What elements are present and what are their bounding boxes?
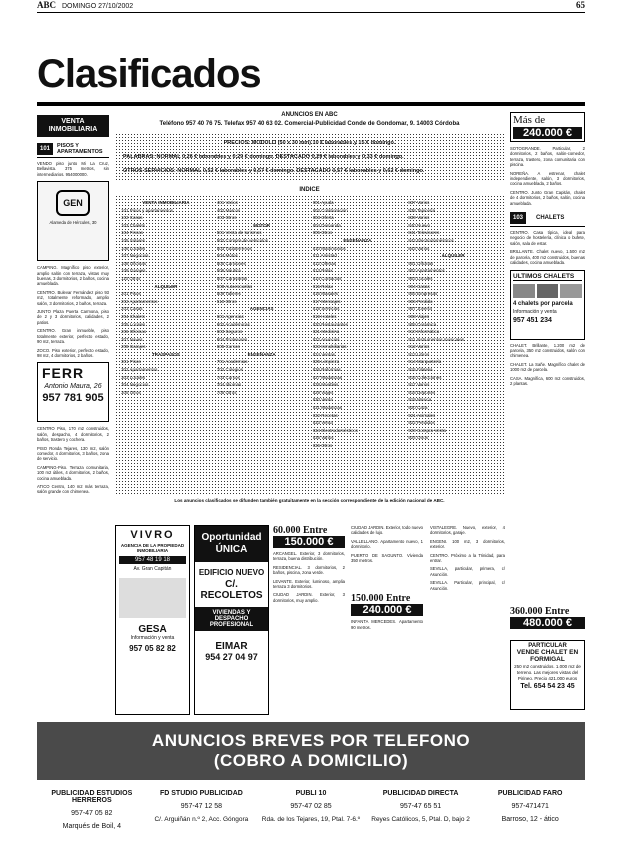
agency-logo: GEN: [56, 190, 90, 216]
index-entry: ALQUILER: [154, 283, 178, 289]
index-entry: 506 Náutica: [216, 268, 241, 274]
index-entry: 833 Venta: [312, 420, 333, 426]
agency-address: Barroso, 12 - ático: [501, 816, 559, 823]
agency-address: Antonio Maura, 26: [44, 383, 102, 391]
index-entry: 702 Colegios: [216, 367, 244, 373]
index-entry: 822 Anuncios: [312, 336, 340, 342]
chalets-ad-cta: Información y venta: [513, 308, 557, 315]
index-entry: 835 Varios: [312, 435, 334, 441]
index-entry: 922 Perdidos: [408, 420, 435, 426]
index-entry: ENSEÑANZA: [247, 351, 276, 357]
index-entry: 838 Tapicería: [408, 207, 436, 213]
agency-item: [475, 790, 585, 830]
index-entry: 403 Otros: [216, 215, 237, 221]
particular-ad: [510, 640, 585, 710]
classified-ad: ARCANGEL. Exterior, 3 dormitorios, terraza, buena distribución.: [273, 551, 345, 562]
index-entry: 832 Recetas: [312, 412, 338, 418]
classified-ad: SEVILLA, particular, primera, c/ Asunción.: [430, 566, 505, 577]
index-entry: 109 Garajes: [121, 268, 146, 274]
chalets-ad-title: ULTIMOS CHALETS: [513, 273, 582, 281]
chalet-photo: [560, 284, 582, 298]
index-grid: [115, 195, 504, 495]
index-entry: 302 Apartamentos: [121, 367, 158, 373]
index-entry: 304 Negocios: [121, 382, 149, 388]
classified-ad: ATICO Centro, 140 m2 más terraza, salón grande con chimenea.: [37, 483, 109, 495]
index-entry: 901 Oficinas: [408, 260, 434, 266]
header-date: DOMINGO 27/10/2002: [61, 3, 134, 10]
classified-ad: CIUDAD JARDIN. Exterior, todo nuevo calidades de lujo.: [351, 525, 423, 536]
classified-ad: ENGENI. 100 m2, 3 dormitorios, exterior.: [430, 538, 505, 550]
index-entry: 906 Perdido: [408, 298, 433, 304]
agency-phone: 957 781 905: [42, 392, 104, 405]
left-column: [37, 115, 109, 495]
subsection-header: [510, 212, 585, 227]
index-entry: 834 Electrodomésticos: [312, 427, 359, 433]
phone-ads-banner: [37, 722, 585, 780]
index-entry: 923 Compra-Venta: [408, 427, 447, 433]
index-entry: 108 Oficinas: [121, 260, 147, 266]
index-entry: 913 Libros: [408, 351, 430, 357]
index-entry: 924 Otros: [408, 435, 429, 441]
agency-phone: 957-47 12 58: [180, 803, 223, 810]
vivro-ad: [115, 525, 190, 715]
price-box-label: 150.000 Entre: [351, 593, 411, 605]
index-entry: 303 Locales: [121, 374, 146, 380]
banner-line-1: ANUNCIOS BREVES POR TELEFONO: [151, 731, 471, 750]
edificio-label: EDIFICIO NUEVO: [198, 568, 265, 577]
index-entry: 911 Instrumentos musicales: [408, 336, 464, 342]
index-entry: 510 Otros: [216, 298, 237, 304]
index-entry: 820 Restaurantes: [312, 321, 349, 327]
classified-ad: CENTRO. Gran inmueble, piso totalmente exterior, perfecto estado, 90 m2, terraza.: [37, 328, 109, 345]
eimar-phone: 954 27 04 97: [205, 652, 258, 662]
index-entry: 827 Mudanzas: [312, 374, 343, 380]
index-entry: 840 Nuevo: [408, 222, 431, 228]
index-entry: 831 Mudanzas: [312, 405, 343, 411]
chalets-ad-subtitle: 4 chalets por parcela: [513, 300, 573, 307]
index-entry: AGENCIAS: [249, 306, 274, 312]
index-entry: 829 Viajes: [312, 389, 334, 395]
price-box-label: 60.000 Entre: [273, 525, 328, 536]
classified-ad: CENTRO. Casa típica, ideal para negocio de hostelería, clínica o bufete, salón, sala de estar.: [510, 230, 585, 246]
agency-item: [147, 790, 257, 830]
price-box-label: Más de: [513, 114, 546, 126]
index-title: INDICE: [299, 187, 320, 193]
agency-name: PUBLICIDAD DIRECTA: [382, 790, 459, 797]
agency-address: Alameda de Hércules, 30: [49, 220, 97, 226]
index-entry: 701 Academias: [216, 359, 248, 365]
gesa-logo: GESA: [138, 624, 167, 635]
classified-ad: PISO Ronda Tejares, 130 m2, salón comedor, 4 dormitorios, 3 baños, zona de servicio.: [37, 445, 109, 462]
agency-address: C/. Arguiñán n.º 2, Acc. Góngora: [154, 816, 249, 823]
index-entry: 843 Varios: [408, 245, 430, 251]
classified-ad: VALLELLANO. Apartamento nuevo, 1 dormitorio.: [351, 538, 423, 550]
chalets-ad-box: [510, 270, 585, 340]
index-entry: 902 Apartamentos: [408, 268, 445, 274]
agencies-footer: [37, 790, 585, 830]
classified-ad: CENTRO. Bulevar Fernández piso 93 m2, totalmente reformado, amplio salón, 3 dormitorios, 2 baños, terraza.: [37, 289, 109, 306]
page-number: 65: [576, 0, 585, 10]
index-entry: 401 Varios: [216, 200, 238, 205]
index-column-4: [408, 199, 498, 491]
index-entry: 205 Locales: [121, 321, 146, 327]
classified-ad: CIUDAD JARDIN. Exterior, 3 dormitorios, muy amplio.: [273, 592, 345, 603]
index-entry: 836 Otros: [312, 443, 333, 448]
index-entry: 101 Pisos y apartamentos: [121, 207, 174, 213]
index-entry: 502 Compra de vehículos: [216, 237, 269, 243]
index-entry: 107 Negocios: [121, 253, 149, 259]
agency-name: PUBLICIDAD ESTUDIOS HERREROS: [51, 790, 133, 804]
price-otros: OTROS SERVICIOS: NORMAL 0,52 € laborables y 0,57 € domingo. DESTACADO 0,57 € laborables y 0,62 € domingo.: [123, 168, 425, 174]
index-entry: 818 Servicios: [312, 306, 340, 312]
index-entry: 810 Matrimonios: [312, 245, 346, 251]
mid-col-c: [430, 525, 505, 591]
index-entry: 301 Pisos: [121, 359, 141, 365]
index-entry: 402 Marcos: [216, 207, 241, 213]
index-entry: 909 Cerámica: [408, 321, 437, 327]
page-header: [37, 0, 585, 13]
title-rule: [37, 102, 585, 106]
right-column: [510, 112, 585, 386]
index-entry: VENTA INMOBILIARIA: [142, 200, 190, 205]
agency-name: FERR: [42, 365, 85, 382]
index-entry: 915 Filatelia: [408, 367, 433, 373]
classified-ad: RESIDENCIAL. 3 dormitorios, 2 baños, piscina, zona verde.: [273, 564, 345, 576]
index-entry: 814 Contactos: [312, 275, 342, 281]
chalets-ad-phone: 957 451 234: [513, 316, 552, 324]
index-entry: 830 Venta: [312, 397, 333, 403]
index-entry: 817 Mensajes: [312, 298, 341, 304]
index-entry: 206 Oficinas: [121, 329, 147, 335]
mid-col-a: [273, 525, 345, 603]
agency-name: PUBLICIDAD FARO: [497, 790, 563, 797]
classified-ad: CHALET. La Sañe. Magnífico chalet de 1000 m2 de parcela.: [510, 361, 585, 373]
index-entry: 106 Locales: [121, 245, 146, 251]
eimar-logo: EIMAR: [215, 641, 248, 652]
classified-ad: CAMPING-Piso. Terraza comunitaria, 100 m2 útiles, 4 dormitorios, 2 baños, cocina amueblada.: [37, 464, 109, 481]
index-entry: 805 Otros: [312, 230, 333, 236]
agency-name: FD STUDIO PUBLICIDAD: [159, 790, 243, 797]
index-entry: 841 Televisores: [408, 230, 440, 236]
index-entry: TRASPASOS: [152, 351, 180, 357]
chalets-ad-images: [513, 284, 582, 298]
vivro-address: Av. Gran Capitán: [133, 566, 172, 572]
classified-ad: BRILLANTE. Chalet nuevo, 1.500 m2 de parcela, 400 m2 construidos, buenas calidades, cocina amueblada.: [510, 249, 585, 266]
index-entry: 812 Ofertas: [312, 260, 337, 266]
index-entry: 904 Casas: [408, 283, 430, 289]
price-box: [510, 112, 585, 142]
agency-phone: 957-471471: [511, 803, 549, 810]
index-entry: 917 Varios: [408, 382, 430, 388]
agency-name: PUBLI 10: [295, 790, 327, 797]
index-entry: 803 Oferta: [312, 215, 334, 221]
index-column-1: [121, 199, 211, 491]
index-entry: 914 Marquetería: [408, 359, 442, 365]
index-entry: 203 Casas: [121, 306, 143, 312]
mid-col-b: [351, 525, 423, 630]
particular-text: 250 m2 construidos. 1.000 m2 de terreno. Las mejores vistas del Pirineo. Precio 421.000 euros: [514, 664, 581, 681]
agency-address: Marqués de Boil, 4: [62, 823, 121, 830]
anuncios-box: [115, 112, 504, 518]
index-entry: 801 Ayuda: [312, 200, 334, 205]
index-entry: 905 Empresas: [408, 291, 438, 297]
index-entry: 705 Otros: [216, 389, 237, 395]
index-entry: 102 Casas: [121, 215, 143, 221]
gesa-phone: 957 05 82 82: [129, 644, 176, 653]
price-modulo: PRECIOS: MODULO (50 x 30 mm) 10 € laborables y 15 € domingo.: [223, 140, 396, 146]
index-column-3: [313, 199, 403, 491]
classified-ad: INFANTA MERCEDES. Apartamento 90 metros.: [351, 619, 423, 630]
subsection-label: CHALETS: [536, 215, 565, 222]
index-entry: 828 Muebles: [312, 382, 339, 388]
subsection-header: [37, 143, 109, 158]
index-entry: 508 Autoescuelas: [216, 283, 253, 289]
index-entry: 813 Relax: [312, 268, 333, 274]
chalet-photo: [537, 284, 559, 298]
vivro-subtitle: AGENCIA DE LA PROPIEDAD INMOBILIARIA: [120, 543, 185, 553]
price-box-label: 360.000 Entre: [510, 606, 570, 617]
classified-ad: VISTALEGRE. Nuevo, exterior, 4 dormitorios, garaje.: [430, 525, 505, 536]
index-entry: 908 Viajes: [408, 313, 430, 319]
index-entry: 605 Cursos: [216, 344, 240, 350]
agency-item: [366, 790, 476, 830]
index-entry: 919 Música: [408, 397, 432, 403]
index-entry: 509 Talleres: [216, 291, 241, 297]
particular-subtitle: VENDE CHALET EN FORMIGAL: [516, 649, 579, 663]
recoletos-label: C/. RECOLETOS: [200, 579, 263, 601]
index-entry: 839 Varios: [408, 215, 430, 221]
agency-item: [256, 790, 366, 830]
index-entry: 704 Idiomas: [216, 382, 242, 388]
index-entry: 921 Animales: [408, 412, 436, 418]
oportunidad-ad: [194, 525, 269, 715]
anuncios-title: ANUNCIOS EN ABC: [281, 112, 338, 118]
index-entry: 903 Locales: [408, 275, 433, 281]
index-entry: 837 Varios: [408, 200, 430, 205]
index-entry: 703 Cursos: [216, 374, 240, 380]
index-entry: 912 Varios: [408, 344, 430, 350]
viviendas-label: VIVIENDAS Y DESPACHO PROFESIONAL: [195, 607, 268, 631]
classified-ad: LEVANTE. Exterior, luminoso, amplia terraza 3 dormitorios.: [273, 578, 345, 590]
index-entry: 819 Hoteles: [312, 313, 337, 319]
section-header: VENTA INMOBILIARIA: [37, 115, 109, 137]
agency-address: Reyes Católicos, 5, Ptal. D, bajo 2: [371, 816, 470, 823]
index-entry: 823 Inmobiliarias: [312, 344, 347, 350]
index-entry: 802 Colaboración: [312, 207, 348, 213]
agency-phone: 957-47 02 85: [290, 803, 332, 810]
anuncios-footer-note: Los anuncios clasificados se difunden también gratuitamente en la sección correspondiente de la edición nacional de ABC.: [174, 498, 445, 503]
banner-line-2: (COBRO A DOMICILIO): [213, 751, 409, 770]
index-entry: 816 Masajes: [312, 291, 339, 297]
index-entry: MOTOR: [253, 222, 270, 228]
classified-ad: CHALET. Brillante, 1.200 m2 de parcela, 350 m2 construidos, salón con chimenea.: [510, 342, 585, 359]
price-palabras: PALABRAS: NORMAL 0,26 € laborables y 0,29 € domingo. DESTACADO 0,29 € laborables y 0,33 € domingo.: [123, 154, 404, 160]
index-entry: 110 Otros: [121, 275, 141, 281]
index-entry: 202 Apartamentos: [121, 298, 158, 304]
agency-item: [37, 790, 147, 830]
index-entry: 825 Limpieza: [312, 359, 340, 365]
classified-ad: CASA. Magnífica, 600 m2 construidos, 2 plantas.: [510, 375, 585, 386]
classified-ad: CENTRO. Junto Gran Capitán, chalet de 4 dormitorios, 2 baños, salón, cocina amueblada.: [510, 189, 585, 206]
index-column-2: [217, 199, 307, 491]
chalet-photo: [513, 284, 535, 298]
index-entry: 103 Chalets: [121, 222, 146, 228]
index-entry: 207 Naves: [121, 336, 143, 342]
price-block: [115, 133, 504, 181]
index-entry: 907 Joyería: [408, 306, 432, 312]
index-entry: 604 Profesores: [216, 336, 248, 342]
index-entry: ALQUILER: [441, 253, 465, 259]
subsection-number: 101: [37, 143, 53, 155]
subsection-label: PISOS Y APARTAMENTOS: [57, 143, 103, 155]
index-entry: 826 Reformas: [312, 367, 341, 373]
price-box-value: 150.000 €: [273, 536, 345, 548]
classified-ad: VENDO piso junto Mi La Cruz, Bellavista. 375 metros, sin intermediarios. 954000000.: [37, 161, 109, 177]
index-entry: 501 Venta de turismos: [216, 230, 262, 236]
index-entry: 104 Fincas: [121, 230, 144, 236]
index-entry: 842 Electrodomésticos: [408, 237, 454, 243]
index-entry: 201 Pisos: [121, 291, 141, 297]
index-entry: 208 Garajes: [121, 344, 146, 350]
index-entry: 105 Solares: [121, 237, 146, 243]
price-box-value: 240.000 €: [513, 127, 582, 139]
agency-ad-box: [37, 362, 109, 422]
index-entry: 507 Caravanas: [216, 275, 248, 281]
agency-logo-box: [37, 181, 109, 261]
classified-ad: PUERTO DE SAGUNTO. Vivienda 350 metros.: [351, 552, 423, 564]
price-box-value: 240.000 €: [351, 604, 423, 616]
index-entry: 505 Camiones: [216, 260, 246, 266]
index-entry: 804 Demanda: [312, 222, 341, 228]
vivro-phone: 957 48 19 18: [119, 556, 186, 564]
index-entry: 920 Caza: [408, 405, 428, 411]
price-box-value: 480.000 €: [510, 617, 585, 629]
classified-ad: NOREÑA. A estrenar, chalet independiente, salón, 3 dormitorios, cocina amueblada, 2 baños.: [510, 170, 585, 187]
index-entry: 918 Deportes: [408, 389, 436, 395]
classified-ad: CAMPING. Magnífico piso exterior, amplio salón con terraza, vistas muy buenas, 3 dormitorios, 2 baños, cocina amueblada.: [37, 265, 109, 287]
gesa-subtitle: Información y venta: [130, 635, 175, 641]
brand-label: ABC: [37, 0, 57, 10]
oportunidad-title: Oportunidad ÚNICA: [195, 526, 268, 562]
index-entry: 204 Chalets: [121, 313, 146, 319]
classified-ad: JUNTO Plaza Puerta Carmona, piso de 2 y 3 dormitorios, calidades, 2 patios.: [37, 309, 109, 325]
vivro-photo: [119, 578, 186, 618]
particular-phone: Tel. 654 54 23 45: [520, 683, 575, 690]
classified-ad: SOTOGRANDE. Particular, 2 dormitorios, 2 baños, salón-comedor, terraza, trastero, zona comunitaria con piscina.: [510, 146, 585, 168]
page-title: Clasificados: [37, 52, 261, 96]
index-entry: ENSEÑANZA: [343, 237, 372, 243]
contact-line: Teléfono 957 40 76 75. Telefax 957 40 63 02. Comercial-Publicidad Conde de Gondomar, 9. 14003 Córdoba: [159, 121, 460, 127]
particular-title: PARTICULAR: [528, 643, 567, 649]
agency-phone: 957-47 05 82: [71, 810, 113, 817]
index-entry: 916 Colecciones: [408, 374, 442, 380]
classified-ad: SEVILLA. Particular, principal, c/ Asunción.: [430, 580, 505, 591]
classified-ad: ZOCO. Piso exterior, perfecto estado, 98 m2, 4 dormitorios, 2 baños.: [37, 347, 109, 358]
index-entry: 603 Seguros: [216, 329, 243, 335]
price-box-2: [510, 606, 585, 629]
agency-address: Rda. de los Tejares, 19, Ptal. 7-6.º: [261, 816, 361, 823]
index-entry: 824 Ventas: [312, 351, 336, 357]
index-entry: 305 Otros: [121, 389, 141, 395]
classified-ad: CENTRO. Próximo a la Trinidad, para entrar.: [430, 552, 505, 564]
index-entry: 811 Amistad: [312, 253, 337, 259]
vivro-logo: VIVRO: [130, 529, 175, 541]
index-entry: 503 Todoterrenos: [216, 245, 252, 251]
subsection-number: 103: [510, 212, 526, 224]
index-entry: 821 Medicina: [312, 329, 340, 335]
agency-phone: 957-47 65 51: [399, 803, 442, 810]
index-entry: 910 Informática: [408, 329, 440, 335]
classified-ad: CENTRO Piso, 170 m2 construidos, salón, despacho, 4 dormitorios, 2 baños, trastero y cochera.: [37, 426, 109, 443]
index-entry: 815 Relax: [312, 283, 333, 289]
index-entry: 504 Motos: [216, 253, 238, 259]
index-entry: 601 Agencias: [216, 313, 244, 319]
index-entry: 602 Académicas: [216, 321, 250, 327]
